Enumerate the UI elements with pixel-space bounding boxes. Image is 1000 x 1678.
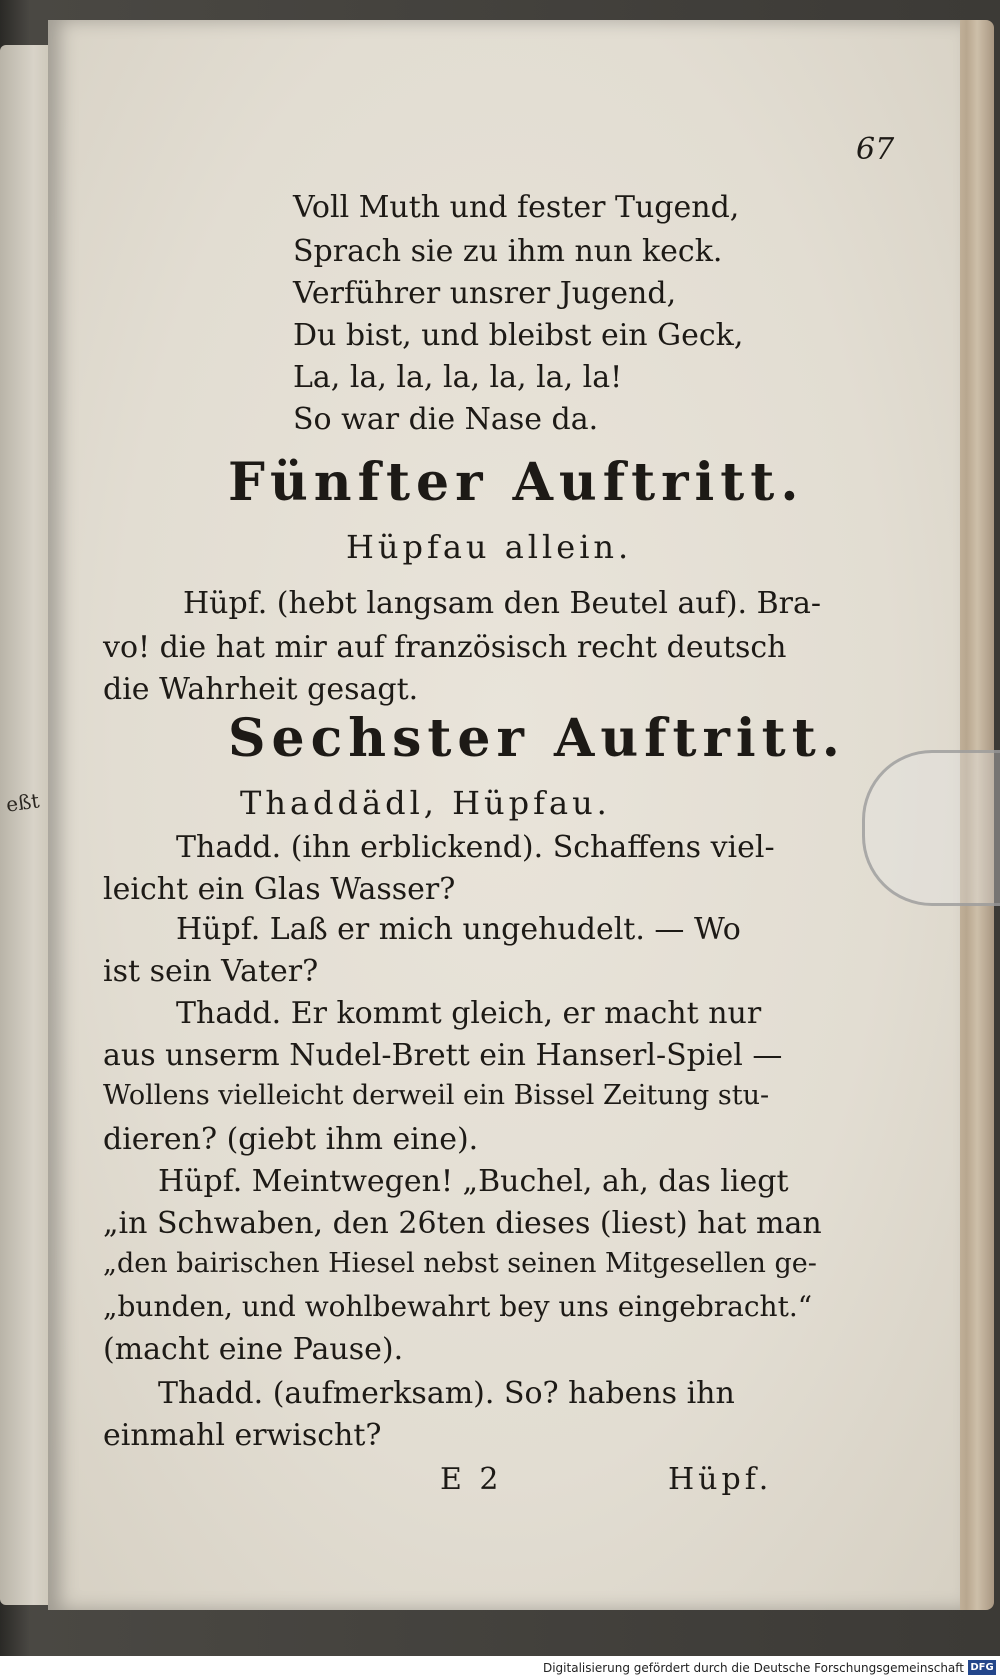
dialogue-line: Hüpf. Meintwegen! „Buchel, ah, das liegt [158,1164,789,1199]
dialogue-line: einmahl erwischt? [103,1418,382,1453]
dialogue-line: Hüpf. (hebt langsam den Beutel auf). Bra- [183,586,822,621]
dialogue-line: Thadd. Er kommt gleich, er macht nur [176,996,762,1031]
dialogue-line: Thadd. (ihn erblickend). Schaffens viel- [176,830,775,865]
dialogue-line: (macht eine Pause). [103,1332,404,1367]
page-clip [862,750,1000,906]
dialogue-line: vo! die hat mir auf französisch recht deutsch [103,630,787,665]
signature-mark: E 2 [440,1462,503,1497]
scene-heading: Fünfter Auftritt. [228,452,805,513]
verse-line: Sprach sie zu ihm nun keck. [293,234,723,269]
verse-line: Du bist, und bleibst ein Geck, [293,318,744,353]
dfg-logo: DFG [968,1660,996,1675]
catchword: Hüpf. [668,1462,773,1497]
previous-page-edge [0,45,48,1605]
dialogue-line: die Wahrheit gesagt. [103,672,419,707]
dialogue-line: Wollens vielleicht derweil ein Bissel Zeitung stu- [103,1080,770,1111]
dialogue-line: leicht ein Glas Wasser? [103,872,456,907]
verse-line: Verführer unsrer Jugend, [293,276,677,311]
dialogue-line: „den bairischen Hiesel nebst seinen Mitgesellen ge- [103,1248,817,1279]
previous-page-fragment: eßt [4,788,41,817]
dialogue-line: Hüpf. Laß er mich ungehudelt. — Wo [176,912,741,947]
scene-heading: Sechster Auftritt. [228,708,846,769]
book-page [48,20,960,1610]
dialogue-line: ist sein Vater? [103,954,319,989]
dialogue-line: Thadd. (aufmerksam). So? habens ihn [158,1376,735,1411]
dialogue-line: aus unserm Nudel-Brett ein Hanserl-Spiel — [103,1038,783,1073]
scene-cast: Thaddädl, Hüpfau. [240,784,611,822]
scene-cast: Hüpfau allein. [346,528,633,566]
verse-line: So war die Nase da. [293,402,599,437]
digitization-credit: Digitalisierung gefördert durch die Deutsche Forschungsgemeinschaft [542,1661,964,1675]
dialogue-line: „in Schwaben, den 26ten dieses (liest) hat man [103,1206,822,1241]
verse-line: La, la, la, la, la, la, la! [293,360,623,395]
verse-line: Voll Muth und fester Tugend, [293,190,740,225]
dialogue-line: „bunden, und wohlbewahrt bey uns eingebracht.“ [103,1290,813,1323]
dialogue-line: dieren? (giebt ihm eine). [103,1122,479,1157]
page-number: 67 [856,132,895,167]
